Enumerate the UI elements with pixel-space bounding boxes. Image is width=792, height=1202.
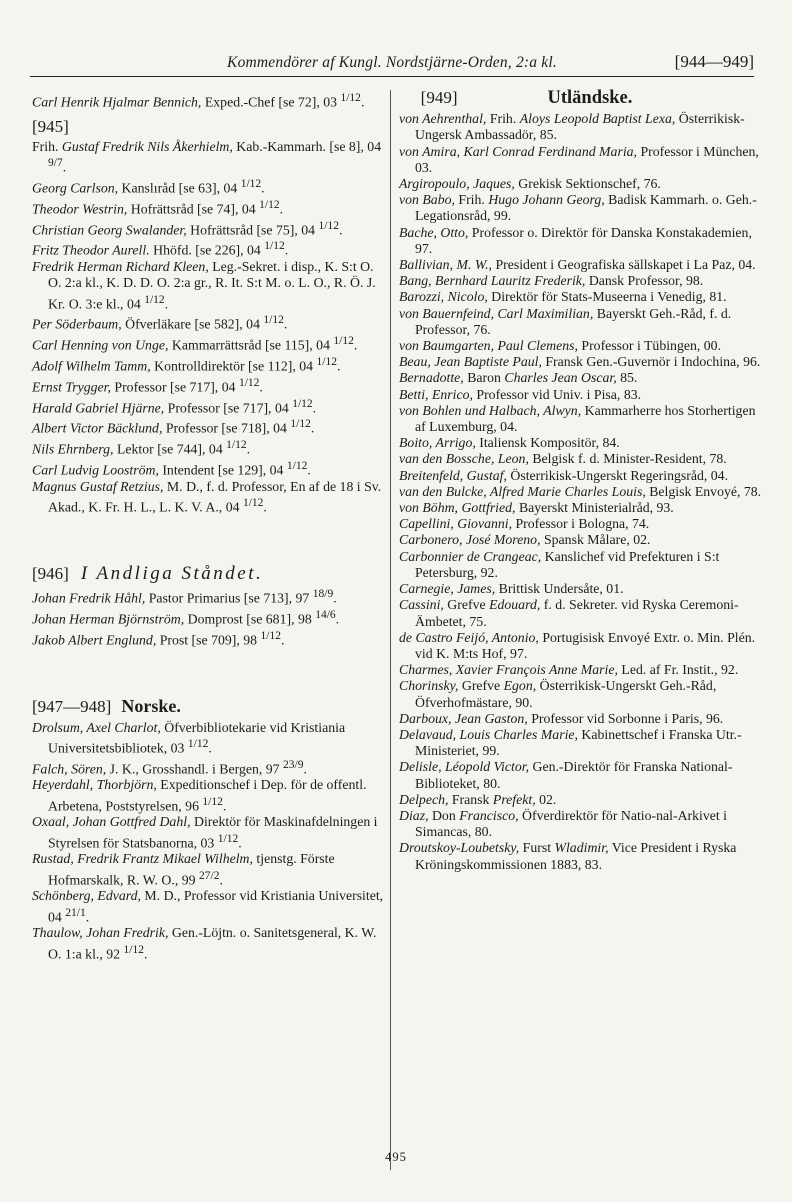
entry: Chorinsky, Grefve Egon, Österrikisk-Ungerskt Geh.-Råd, Öfverhofmästare, 90.: [399, 678, 717, 710]
entry: Falch, Sören, J. K., Grosshandl. i Bergen, 97 $^{23/9}$.: [32, 758, 307, 777]
entry: Johan Herman Björnström, Domprost [se 681], 98 $^{14/6}$.: [32, 608, 340, 627]
entry: Breitenfeld, Gustaf, Österrikisk-Ungerskt Regeringsråd, 04.: [399, 467, 729, 483]
entry: Per Söderbaum, Öfverläkare [se 582], 04 $^{1/12}$.: [32, 314, 288, 332]
section-heading-949: [949] Utländske.: [420, 88, 633, 108]
entry: Delpech, Fransk Prefekt, 02.: [399, 791, 557, 807]
running-head-title: Kommendörer af Kungl. Nordstjärne-Orden, 2:a kl.: [227, 54, 557, 71]
column-divider: [390, 90, 391, 1170]
entry: Barozzi, Nicolo, Direktör för Stats-Museerna i Venedig, 81.: [399, 289, 727, 305]
entry: Betti, Enrico, Professor vid Univ. i Pisa, 83.: [399, 386, 642, 402]
entry: von Böhm, Gottfried, Bayerskt Ministerialråd, 93.: [399, 500, 674, 516]
entry: Argiropoulo, Jaques, Grekisk Sektionschef, 76.: [399, 176, 661, 192]
entry: Drolsum, Axel Charlot, Öfverbibliotekarie vid Kristiania Universitetsbibliotek, 03 $^{1/12}$.: [32, 719, 346, 756]
entry: Cassini, Grefve Edouard, f. d. Sekreter. vid Ryska Ceremoni-Ämbetet, 75.: [399, 597, 739, 629]
section-heading-946: [946] I Andliga Ståndet.: [32, 562, 264, 584]
section-range: [944—949]: [674, 52, 754, 71]
entry: Schönberg, Edvard, M. D., Professor vid Kristiania Universitet, 04 $^{21/1}$.: [32, 888, 384, 925]
entry: Droutskoy-Loubetsky, Furst Wladimir, Vice President i Ryska Kröningskommissionen 1883, 83.: [399, 840, 737, 872]
entry: Jakob Albert Englund, Prost [se 709], 98 $^{1/12}$.: [32, 629, 285, 648]
entry: Rustad, Fredrik Frantz Mikael Wilhelm, tjenstg. Förste Hofmarskalk, R. W. O., 99 $^{27/2}$.: [32, 851, 335, 888]
entry: Carbonnier de Crangeac, Kanslichef vid Prefekturen i S:t Petersburg, 92.: [399, 548, 720, 580]
entry: Thaulow, Johan Fredrik, Gen.-Löjtn. o. Sanitetsgeneral, K. W. O. 1:a kl., 92 $^{1/12}$.: [32, 925, 377, 962]
entry: von Babo, Frih. Hugo Johann Georg, Badisk Kammarh. o. Geh.-Legationsråd, 99.: [399, 192, 757, 224]
entry: Delavaud, Louis Charles Marie, Kabinettschef i Franska Utr.-Ministeriet, 99.: [399, 726, 742, 759]
right-column: [399, 90, 764, 873]
section-heading-945: [945]: [32, 116, 69, 136]
entry: Capellini, Giovanni, Professor i Bologna, 74.: [399, 516, 650, 532]
entry: Johan Fredrik Håhl, Pastor Primarius [se 713], 97 $^{18/9}$.: [32, 587, 337, 606]
entry: Ernst Trygger, Professor [se 717], 04 $^{1/12}$.: [32, 376, 263, 395]
entry: Nils Ehrnberg, Lektor [se 744], 04 $^{1/12}$.: [32, 439, 251, 457]
entry: Harald Gabriel Hjärne, Professor [se 717], 04 $^{1/12}$.: [32, 397, 317, 416]
entry: Heyerdahl, Thorbjörn, Expeditionschef i Dep. för de offentl. Arbetena, Poststyrelsen, 96 $^{1/12}$.: [32, 777, 367, 814]
entry: Boito, Arrigo, Italiensk Kompositör, 84.: [399, 435, 620, 451]
entry: Beau, Jean Baptiste Paul, Fransk Gen.-Guvernör i Indochina, 96.: [399, 354, 761, 370]
entry: Bache, Otto, Professor o. Direktör för Danska Konstakademien, 97.: [399, 224, 752, 256]
entry: Bernadotte, Baron Charles Jean Oscar, 85.: [399, 370, 638, 386]
entry: Carl Ludvig Looström, Intendent [se 129], 04 $^{1/12}$.: [32, 459, 311, 478]
entry: Albert Victor Bäcklund, Professor [se 718], 04 $^{1/12}$.: [32, 418, 315, 436]
entry: van den Bossche, Leon, Belgisk f. d. Minister-Resident, 78.: [399, 451, 727, 467]
entry: Oxaal, Johan Gottfred Dahl, Direktör för Maskinafdelningen i Styrelsen för Statsbanorna, 03 $^{1/12}$.: [32, 814, 378, 851]
entry: Christian Georg Swalander, Hofrättsråd [se 75], 04 $^{1/12}$.: [32, 219, 343, 238]
entry: Theodor Westrin, Hofrättsråd [se 74], 04 $^{1/12}$.: [32, 198, 284, 217]
entry: von Bohlen und Halbach, Alwyn, Kammarherre hos Storhertigen af Luxemburg, 04.: [399, 402, 756, 435]
entry: Diaz, Don Francisco, Öfverdirektör för Natio-nal-Arkivet i Simancas, 80.: [399, 807, 728, 840]
entry: von Baumgarten, Paul Clemens, Professor i Tübingen, 00.: [399, 338, 722, 354]
entry: Adolf Wilhelm Tamm, Kontrolldirektör [se 112], 04 $^{1/12}$.: [32, 355, 341, 374]
entry: Fritz Theodor Aurell. Hhöfd. [se 226], 04 $^{1/12}$.: [32, 240, 289, 258]
entry: van den Bulcke, Alfred Marie Charles Louis, Belgisk Envoyé, 78.: [399, 483, 762, 499]
left-column: [32, 90, 384, 962]
running-head: [30, 50, 754, 77]
entry: Magnus Gustaf Retzius, M. D., f. d. Professor, En af de 18 i Sv. Akad., K. Fr. H. L., L. K. V. A., 04 $^{1/12}$.: [32, 478, 382, 515]
page-number: 495: [385, 1150, 407, 1164]
entry: Frih. Gustaf Fredrik Nils Åkerhielm, Kab.-Kammarh. [se 8], 04 $^{9/7}$.: [32, 139, 382, 175]
entry: Bang, Bernhard Lauritz Frederik, Dansk Professor, 98.: [399, 273, 704, 289]
entry: von Amira, Karl Conrad Ferdinand Maria, Professor i München, 03.: [399, 143, 759, 175]
entry: von Aehrenthal, Frih. Aloys Leopold Baptist Lexa, Österrikisk-Ungersk Ambassadör, 85.: [399, 111, 745, 143]
entry: Carl Henning von Unge, Kammarrättsråd [se 115], 04 $^{1/12}$.: [32, 335, 358, 353]
entry: von Bauernfeind, Carl Maximilian, Bayerskt Geh.-Råd, f. d. Professor, 76.: [399, 305, 732, 337]
entry: Carl Henrik Hjalmar Bennich, Exped.-Chef [se 72], 03 $^{1/12}$.: [32, 92, 365, 110]
entry: Carbonero, José Moreno, Spansk Målare, 02.: [399, 532, 651, 548]
entry: Darboux, Jean Gaston, Professor vid Sorbonne i Paris, 96.: [399, 710, 724, 726]
entry: Fredrik Herman Richard Kleen, Leg.-Sekret. i disp., K. S:t O. O. 2:a kl., K. D. D. O. 2:a gr., R. It. S:t M. o. L. O., R. Ö. J. Kr. O. 3:e kl., 04 $^{1/12}$.: [32, 259, 376, 312]
section-heading-947: [947—948] Norske.: [32, 696, 181, 717]
entry: Carnegie, James, Brittisk Undersåte, 01.: [399, 581, 624, 597]
entry: Charmes, Xavier François Anne Marie, Led. af Fr. Instit., 92.: [399, 662, 739, 678]
entry: Delisle, Léopold Victor, Gen.-Direktör för Franska National-Biblioteket, 80.: [399, 759, 733, 791]
entry: de Castro Feijó, Antonio, Portugisisk Envoyé Extr. o. Min. Plén. vid K. M:ts Hof, 97.: [399, 629, 756, 661]
entry: Georg Carlson, Kanslıråd [se 63], 04 $^{1/12}$.: [32, 178, 265, 196]
entry: Ballivian, M. W., President i Geografiska sällskapet i La Paz, 04.: [399, 257, 756, 273]
